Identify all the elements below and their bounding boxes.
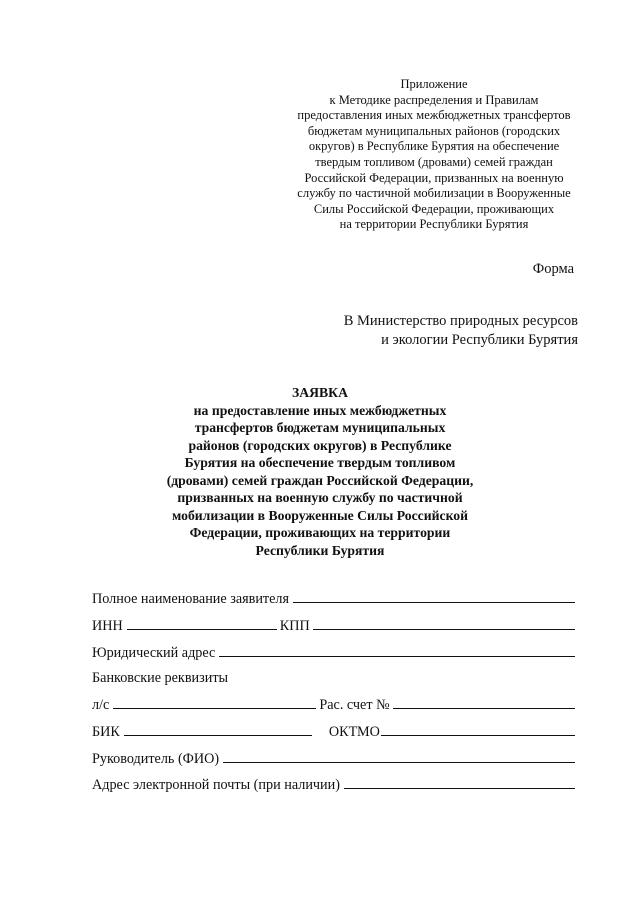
inn-label: ИНН (92, 618, 123, 634)
appendix-header (268, 77, 600, 233)
account-label: Рас. счет № (319, 697, 390, 713)
appendix-line: службу по частичной мобилизации в Вооруженные (297, 186, 571, 201)
legal-address-blank[interactable] (219, 643, 575, 657)
field-row-bik-oktmo (92, 722, 578, 749)
title-heading: ЗАЯВКА (292, 385, 348, 400)
appendix-line: бюджетам муниципальных районов (городских (307, 123, 561, 138)
kpp-label: КПП (279, 618, 310, 634)
field-row-inn-kpp (92, 616, 578, 643)
full-name-blank[interactable] (293, 589, 575, 603)
field-row-bank-details (92, 669, 578, 695)
form-label: Форма (532, 261, 574, 277)
legal-address-label: Юридический адрес (92, 645, 216, 661)
field-row-full-name (92, 589, 578, 616)
appendix-line: Силы Российской Федерации, проживающих (313, 201, 555, 216)
bank-details-label: Банковские реквизиты (92, 670, 229, 686)
ls-blank[interactable] (113, 695, 316, 709)
inn-blank[interactable] (127, 616, 277, 630)
oktmo-blank[interactable] (381, 722, 575, 736)
bik-blank[interactable] (124, 722, 312, 736)
field-row-email (92, 775, 578, 801)
oktmo-label: ОКТМО (328, 724, 380, 740)
title-line: Бурятия на обеспечение твердым топливом (184, 455, 456, 470)
appendix-line: на территории Республики Бурятия (339, 217, 529, 232)
title-line: на предоставление иных межбюджетных (193, 402, 447, 418)
application-title (120, 384, 520, 559)
head-blank[interactable] (223, 749, 575, 763)
field-row-ls-account (92, 695, 578, 722)
title-line: (дровами) семей граждан Российской Федерации, (166, 472, 474, 488)
addressee-line-2: и экологии Республики Бурятия (381, 332, 578, 348)
title-line: районов (городских округов) в Республике (188, 437, 452, 453)
head-label: Руководитель (ФИО) (92, 751, 220, 767)
addressee-block (248, 312, 578, 350)
kpp-blank[interactable] (313, 616, 575, 630)
bik-label: БИК (92, 724, 120, 740)
addressee-line-1: В Министерство природных ресурсов (343, 313, 578, 329)
title-line: призванных на военную службу по частичной (177, 490, 463, 505)
appendix-line: к Методике распределения и Правилам (329, 92, 539, 107)
title-line: Республики Бурятия (255, 542, 385, 558)
account-blank[interactable] (393, 695, 575, 709)
appendix-line: Российской Федерации, призванных на военную (304, 170, 564, 185)
appendix-line: Приложение (400, 77, 468, 91)
email-label: Адрес электронной почты (при наличии) (92, 777, 340, 793)
email-blank[interactable] (344, 775, 575, 789)
application-form-fields (92, 589, 578, 801)
appendix-line: твердым топливом (дровами) семей граждан (315, 154, 553, 169)
appendix-line: округов) в Республике Бурятия на обеспечение (308, 139, 560, 154)
field-row-head (92, 749, 578, 775)
title-line: мобилизации в Вооруженные Силы Российской (171, 507, 469, 523)
full-name-label: Полное наименование заявителя (92, 591, 290, 607)
ls-label: л/с (92, 697, 110, 713)
field-row-legal-address (92, 643, 578, 669)
title-line: Федерации, проживающих на территории (189, 525, 451, 540)
title-line: трансфертов бюджетам муниципальных (194, 420, 446, 435)
appendix-line: предоставления иных межбюджетных трансфертов (297, 108, 571, 123)
